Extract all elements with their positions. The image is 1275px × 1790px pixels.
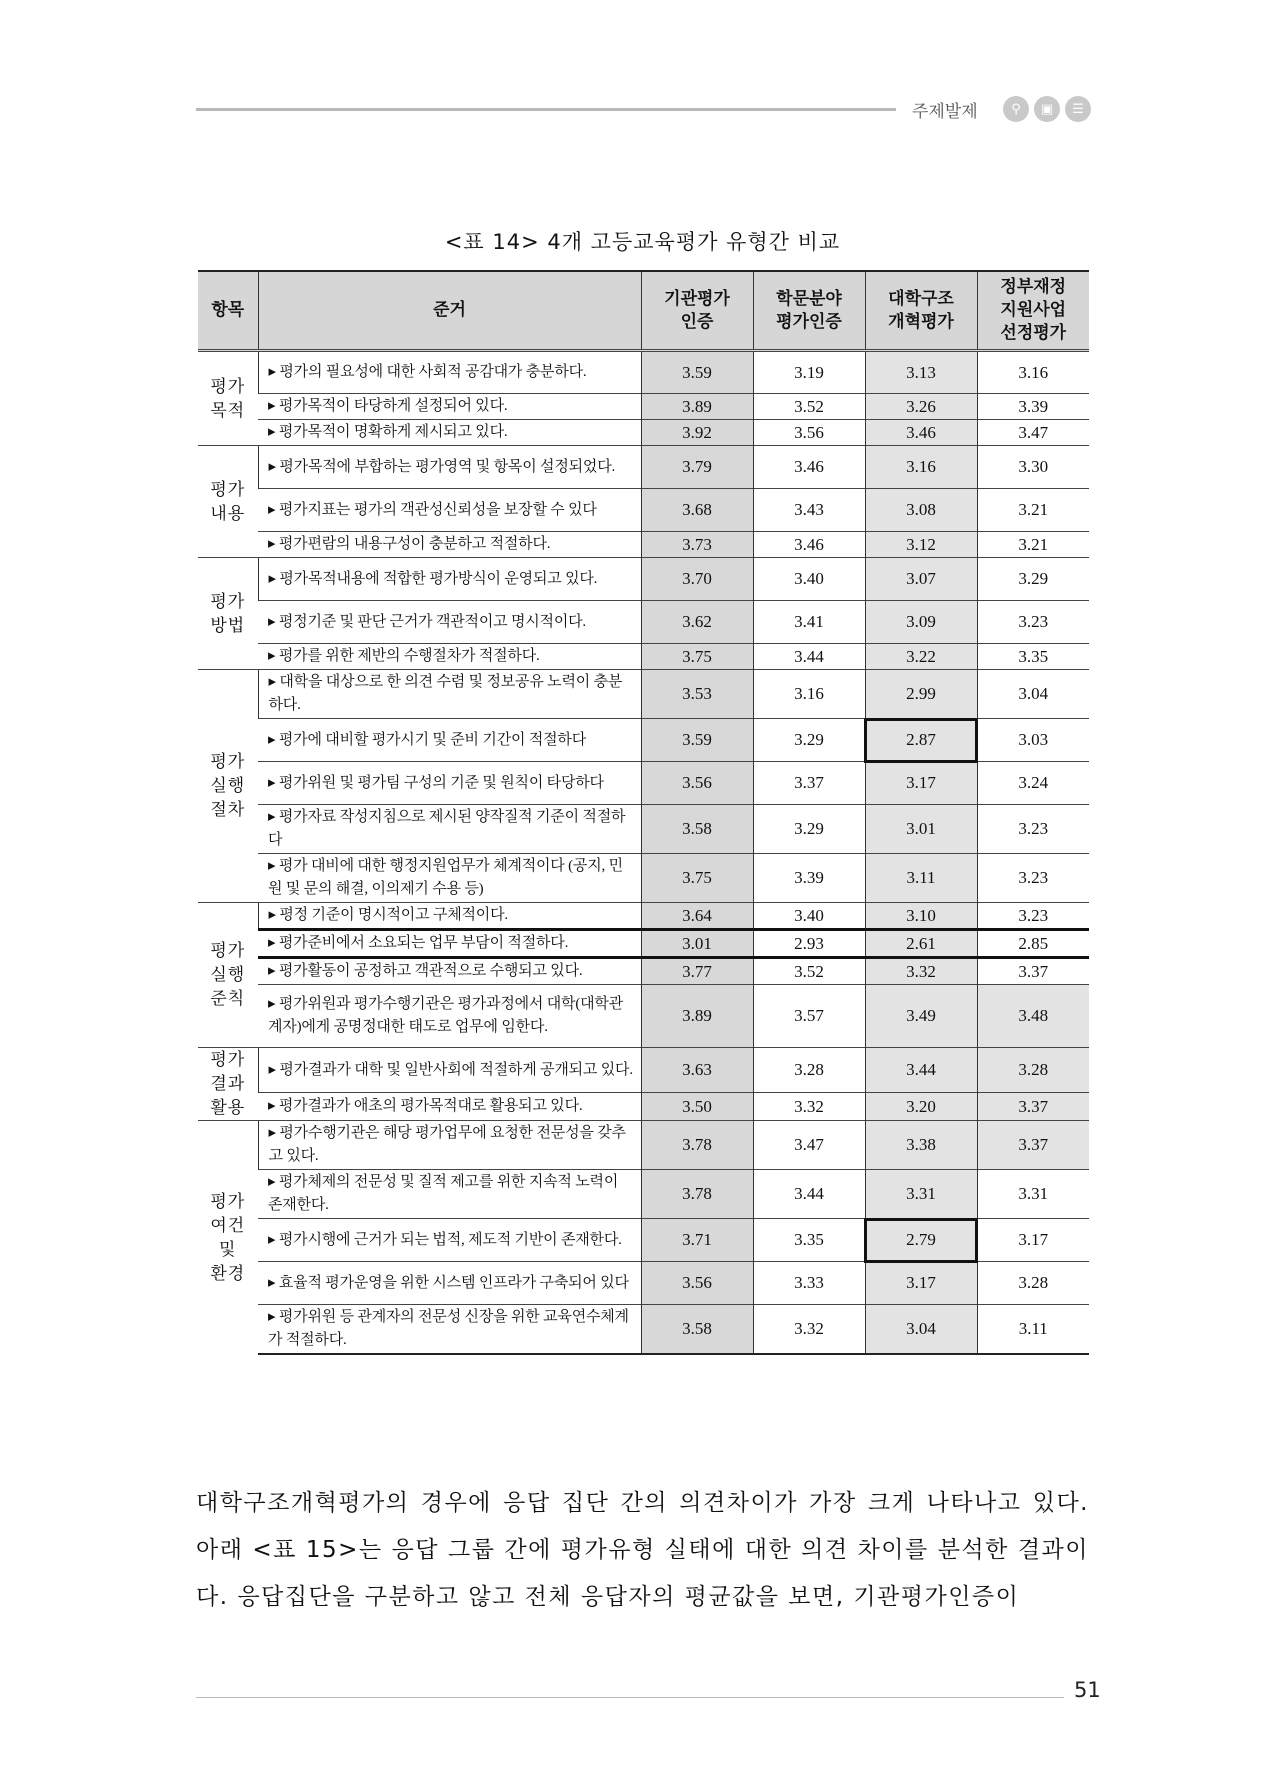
- value-cell: 3.23: [977, 854, 1089, 903]
- value-cell: 3.41: [753, 601, 865, 644]
- value-cell: 3.40: [753, 903, 865, 930]
- value-cell: 3.24: [977, 762, 1089, 805]
- value-cell: 3.08: [865, 489, 977, 532]
- value-cell: 3.32: [753, 1305, 865, 1355]
- value-cell: 3.68: [641, 489, 753, 532]
- value-cell: 2.85: [977, 930, 1089, 958]
- value-cell: 3.01: [641, 930, 753, 958]
- column-header: 대학구조 개혁평가: [865, 271, 977, 351]
- value-cell: 2.99: [865, 670, 977, 719]
- table-row: [198, 532, 1089, 558]
- value-cell: 3.52: [753, 958, 865, 985]
- value-cell: 3.57: [753, 985, 865, 1048]
- value-cell: 3.44: [753, 1170, 865, 1219]
- value-cell: 3.35: [977, 644, 1089, 670]
- criterion-cell: ▸ 평가목적내용에 적합한 평가방식이 운영되고 있다.: [258, 558, 641, 601]
- value-cell: 3.31: [865, 1170, 977, 1219]
- section-label: 주제발제: [912, 102, 978, 122]
- criterion-cell: ▸ 평가를 위한 제반의 수행절차가 적절하다.: [258, 644, 641, 670]
- magnifier-icon: ⚲: [1003, 96, 1029, 122]
- value-cell: 3.52: [753, 394, 865, 420]
- value-cell: 3.07: [865, 558, 977, 601]
- table-row: [198, 930, 1089, 958]
- value-cell: 3.19: [753, 351, 865, 394]
- area-cell: 평가 결과 활용: [198, 1048, 258, 1121]
- value-cell: 3.78: [641, 1170, 753, 1219]
- table-body: [198, 351, 1089, 1355]
- table-row: [198, 903, 1089, 930]
- list-icon: ☰: [1065, 96, 1091, 122]
- area-cell: 평가 여건 및 환경: [198, 1121, 258, 1355]
- column-header: 항목: [198, 271, 258, 351]
- criterion-cell: ▸ 평가목적에 부합하는 평가영역 및 항목이 설정되었다.: [258, 446, 641, 489]
- table-row: [198, 854, 1089, 903]
- value-cell: 3.78: [641, 1121, 753, 1170]
- value-cell: 3.56: [641, 1262, 753, 1305]
- criterion-cell: ▸ 평가결과가 애초의 평가목적대로 활용되고 있다.: [258, 1093, 641, 1121]
- value-cell: 3.20: [865, 1093, 977, 1121]
- table-row: [198, 958, 1089, 985]
- monitor-icon: ▣: [1034, 96, 1060, 122]
- area-cell: 평가 내용: [198, 446, 258, 558]
- value-cell: 3.29: [753, 719, 865, 762]
- value-cell: 3.29: [753, 805, 865, 854]
- comparison-table: [198, 270, 1089, 1355]
- table-row: [198, 644, 1089, 670]
- value-cell: 3.04: [977, 670, 1089, 719]
- criterion-cell: ▸ 평가자료 작성지침으로 제시된 양작질적 기준이 적절하다: [258, 805, 641, 854]
- criterion-cell: ▸ 대학을 대상으로 한 의견 수렴 및 정보공유 노력이 충분하다.: [258, 670, 641, 719]
- value-cell: 3.39: [977, 394, 1089, 420]
- criterion-cell: ▸ 평가지표는 평가의 객관성신뢰성을 보장할 수 있다: [258, 489, 641, 532]
- value-cell: 3.39: [753, 854, 865, 903]
- table-row: [198, 1093, 1089, 1121]
- value-cell: 3.62: [641, 601, 753, 644]
- value-cell: 3.37: [977, 958, 1089, 985]
- criterion-cell: ▸ 평가에 대비할 평가시기 및 준비 기간이 적절하다: [258, 719, 641, 762]
- value-cell: 3.37: [977, 1093, 1089, 1121]
- table-row: [198, 762, 1089, 805]
- column-header: 준거: [258, 271, 641, 351]
- value-cell: 3.37: [977, 1121, 1089, 1170]
- value-cell: 3.16: [977, 351, 1089, 394]
- value-cell: 3.28: [753, 1048, 865, 1093]
- value-cell: 3.32: [753, 1093, 865, 1121]
- value-cell: 3.22: [865, 644, 977, 670]
- value-cell: 3.59: [641, 351, 753, 394]
- value-cell: 2.61: [865, 930, 977, 958]
- value-cell: 3.10: [865, 903, 977, 930]
- criterion-cell: ▸ 평가목적이 타당하게 설정되어 있다.: [258, 394, 641, 420]
- criterion-cell: ▸ 평정기준 및 판단 근거가 객관적이고 명시적이다.: [258, 601, 641, 644]
- area-cell: 평가 방법: [198, 558, 258, 670]
- value-cell: 3.75: [641, 644, 753, 670]
- value-cell: 3.43: [753, 489, 865, 532]
- column-header: 학문분야 평가인증: [753, 271, 865, 351]
- value-cell: 3.23: [977, 601, 1089, 644]
- value-cell: 3.48: [977, 985, 1089, 1048]
- criterion-cell: ▸ 평가위원 등 관계자의 전문성 신장을 위한 교육연수체계가 적절하다.: [258, 1305, 641, 1355]
- value-cell: 3.16: [865, 446, 977, 489]
- value-cell: 3.58: [641, 1305, 753, 1355]
- value-cell: 3.03: [977, 719, 1089, 762]
- value-cell: 3.44: [753, 644, 865, 670]
- value-cell: 3.32: [865, 958, 977, 985]
- header-icons: [1003, 96, 1091, 122]
- value-cell: 3.53: [641, 670, 753, 719]
- value-cell: 3.46: [865, 420, 977, 446]
- column-header: 정부재정 지원사업 선정평가: [977, 271, 1089, 351]
- value-cell: 3.58: [641, 805, 753, 854]
- table-row: [198, 489, 1089, 532]
- criterion-cell: ▸ 평가수행기관은 해당 평가업무에 요청한 전문성을 갖추고 있다.: [258, 1121, 641, 1170]
- value-cell: 3.01: [865, 805, 977, 854]
- value-cell: 3.28: [977, 1048, 1089, 1093]
- value-cell: 3.26: [865, 394, 977, 420]
- value-cell: 2.93: [753, 930, 865, 958]
- value-cell: 3.04: [865, 1305, 977, 1355]
- criterion-cell: ▸ 평정 기준이 명시적이고 구체적이다.: [258, 903, 641, 930]
- table-row: [198, 1170, 1089, 1219]
- value-cell: 3.89: [641, 394, 753, 420]
- value-cell: 3.46: [753, 532, 865, 558]
- value-cell: 2.87: [865, 719, 977, 762]
- value-cell: 3.16: [753, 670, 865, 719]
- table-row: [198, 1219, 1089, 1262]
- value-cell: 3.21: [977, 532, 1089, 558]
- value-cell: 3.17: [865, 762, 977, 805]
- value-cell: 3.09: [865, 601, 977, 644]
- value-cell: 3.40: [753, 558, 865, 601]
- value-cell: 3.46: [753, 446, 865, 489]
- table-row: [198, 805, 1089, 854]
- value-cell: 3.29: [977, 558, 1089, 601]
- value-cell: 3.89: [641, 985, 753, 1048]
- value-cell: 3.12: [865, 532, 977, 558]
- table-row: [198, 1048, 1089, 1093]
- table-row: [198, 601, 1089, 644]
- value-cell: 3.47: [753, 1121, 865, 1170]
- criterion-cell: ▸ 평가의 필요성에 대한 사회적 공감대가 충분하다.: [258, 351, 641, 394]
- table-row: [198, 1262, 1089, 1305]
- table-row: [198, 670, 1089, 719]
- area-cell: 평가 목적: [198, 351, 258, 446]
- criterion-cell: ▸ 평가위원과 평가수행기관은 평가과정에서 대학(대학관계자)에게 공명정대한 태도로 업무에 임한다.: [258, 985, 641, 1048]
- value-cell: 3.77: [641, 958, 753, 985]
- value-cell: 3.37: [753, 762, 865, 805]
- value-cell: 3.38: [865, 1121, 977, 1170]
- value-cell: 3.70: [641, 558, 753, 601]
- value-cell: 3.28: [977, 1262, 1089, 1305]
- value-cell: 3.17: [977, 1219, 1089, 1262]
- value-cell: 3.73: [641, 532, 753, 558]
- table-row: [198, 351, 1089, 394]
- table-row: [198, 985, 1089, 1048]
- value-cell: 2.79: [865, 1219, 977, 1262]
- table-row: [198, 446, 1089, 489]
- criterion-cell: ▸ 평가활동이 공정하고 객관적으로 수행되고 있다.: [258, 958, 641, 985]
- value-cell: 3.13: [865, 351, 977, 394]
- value-cell: 3.23: [977, 805, 1089, 854]
- table-caption: <표 14> 4개 고등교육평가 유형간 비교: [444, 230, 841, 254]
- table-row: [198, 719, 1089, 762]
- table-row: [198, 420, 1089, 446]
- table-row: [198, 394, 1089, 420]
- value-cell: 3.23: [977, 903, 1089, 930]
- value-cell: 3.49: [865, 985, 977, 1048]
- value-cell: 3.44: [865, 1048, 977, 1093]
- value-cell: 3.56: [641, 762, 753, 805]
- value-cell: 3.63: [641, 1048, 753, 1093]
- body-paragraph: 대학구조개혁평가의 경우에 응답 집단 간의 의견차이가 가장 크게 나타나고 있다. 아래 <표 15>는 응답 그룹 간에 평가유형 실태에 대한 의견 차이를 분석한 결과이다. 응답집단을 구분하고 않고 전체 응답자의 평균값을 보면, 기관평가인증이: [196, 1490, 1089, 1610]
- table-header-row: [198, 271, 1089, 351]
- area-cell: 평가 실행 절차: [198, 670, 258, 903]
- value-cell: 3.11: [865, 854, 977, 903]
- value-cell: 3.75: [641, 854, 753, 903]
- area-cell: 평가 실행 준칙: [198, 903, 258, 1048]
- criterion-cell: ▸ 효율적 평가운영을 위한 시스템 인프라가 구축되어 있다: [258, 1262, 641, 1305]
- value-cell: 3.35: [753, 1219, 865, 1262]
- table-row: [198, 1305, 1089, 1355]
- value-cell: 3.56: [753, 420, 865, 446]
- value-cell: 3.79: [641, 446, 753, 489]
- value-cell: 3.50: [641, 1093, 753, 1121]
- footer-rule: [196, 1697, 1064, 1698]
- table-row: [198, 1121, 1089, 1170]
- criterion-cell: ▸ 평가목적이 명확하게 제시되고 있다.: [258, 420, 641, 446]
- value-cell: 3.11: [977, 1305, 1089, 1355]
- value-cell: 3.17: [865, 1262, 977, 1305]
- value-cell: 3.59: [641, 719, 753, 762]
- value-cell: 3.31: [977, 1170, 1089, 1219]
- value-cell: 3.33: [753, 1262, 865, 1305]
- header-rule: [196, 108, 896, 111]
- criterion-cell: ▸ 평가시행에 근거가 되는 법적, 제도적 기반이 존재한다.: [258, 1219, 641, 1262]
- value-cell: 3.47: [977, 420, 1089, 446]
- criterion-cell: ▸ 평가결과가 대학 및 일반사회에 적절하게 공개되고 있다.: [258, 1048, 641, 1093]
- criterion-cell: ▸ 평가 대비에 대한 행정지원업무가 체계적이다 (공지, 민원 및 문의 해결, 이의제기 수용 등): [258, 854, 641, 903]
- criterion-cell: ▸ 평가편람의 내용구성이 충분하고 적절하다.: [258, 532, 641, 558]
- column-header: 기관평가 인증: [641, 271, 753, 351]
- value-cell: 3.64: [641, 903, 753, 930]
- value-cell: 3.71: [641, 1219, 753, 1262]
- value-cell: 3.92: [641, 420, 753, 446]
- page-number: 51: [1074, 1678, 1101, 1702]
- criterion-cell: ▸ 평가준비에서 소요되는 업무 부담이 적절하다.: [258, 930, 641, 958]
- table-row: [198, 558, 1089, 601]
- criterion-cell: ▸ 평가위원 및 평가팀 구성의 기준 및 원칙이 타당하다: [258, 762, 641, 805]
- value-cell: 3.21: [977, 489, 1089, 532]
- criterion-cell: ▸ 평가체제의 전문성 및 질적 제고를 위한 지속적 노력이 존재한다.: [258, 1170, 641, 1219]
- value-cell: 3.30: [977, 446, 1089, 489]
